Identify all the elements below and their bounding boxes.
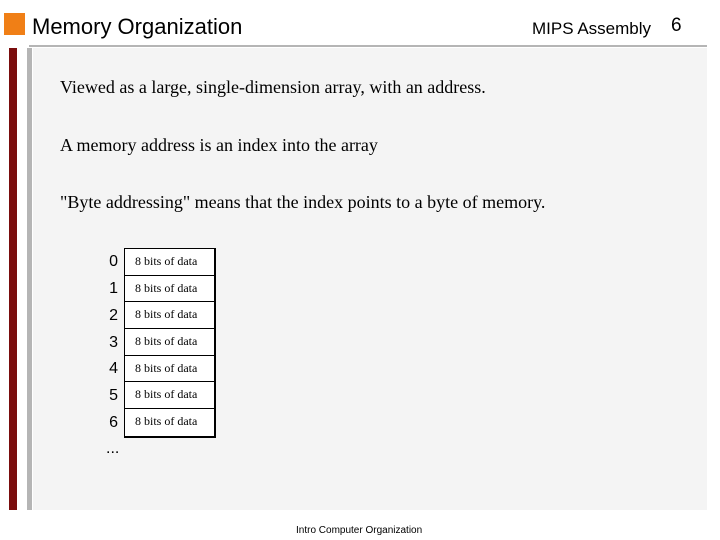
memory-cell: 8 bits of data xyxy=(135,414,198,429)
memory-address: 4 xyxy=(109,360,118,377)
bullet-text: "Byte addressing" means that the index points to a byte of memory. xyxy=(60,192,546,212)
left-accent-bar xyxy=(9,48,17,510)
memory-cell: 8 bits of data xyxy=(125,302,214,329)
memory-address: 2 xyxy=(109,307,118,324)
memory-address: 1 xyxy=(109,280,118,297)
memory-address: 6 xyxy=(109,414,118,431)
memory-address: 5 xyxy=(109,387,118,404)
memory-cell: 8 bits of data xyxy=(125,276,214,303)
memory-cell: 8 bits of data xyxy=(125,249,214,276)
page-number: 6 xyxy=(671,15,682,36)
bullet-text: A memory address is an index into the array xyxy=(60,135,378,155)
left-gray-bar xyxy=(27,48,32,510)
memory-cells xyxy=(124,248,216,438)
memory-cell: 8 bits of data xyxy=(125,329,214,356)
bullet-text: Viewed as a large, single-dimension array, with an address. xyxy=(60,77,486,97)
memory-address: 3 xyxy=(109,334,118,351)
memory-ellipsis: ... xyxy=(106,440,120,457)
memory-cell: 8 bits of data xyxy=(125,382,214,409)
course-name: MIPS Assembly xyxy=(532,19,652,38)
slide-title: Memory Organization xyxy=(32,14,243,39)
memory-address: 0 xyxy=(109,253,118,270)
header-divider xyxy=(29,45,707,47)
title-marker-square xyxy=(4,13,25,35)
footer-text: Intro Computer Organization xyxy=(296,525,423,536)
memory-cell: 8 bits of data xyxy=(125,356,214,383)
